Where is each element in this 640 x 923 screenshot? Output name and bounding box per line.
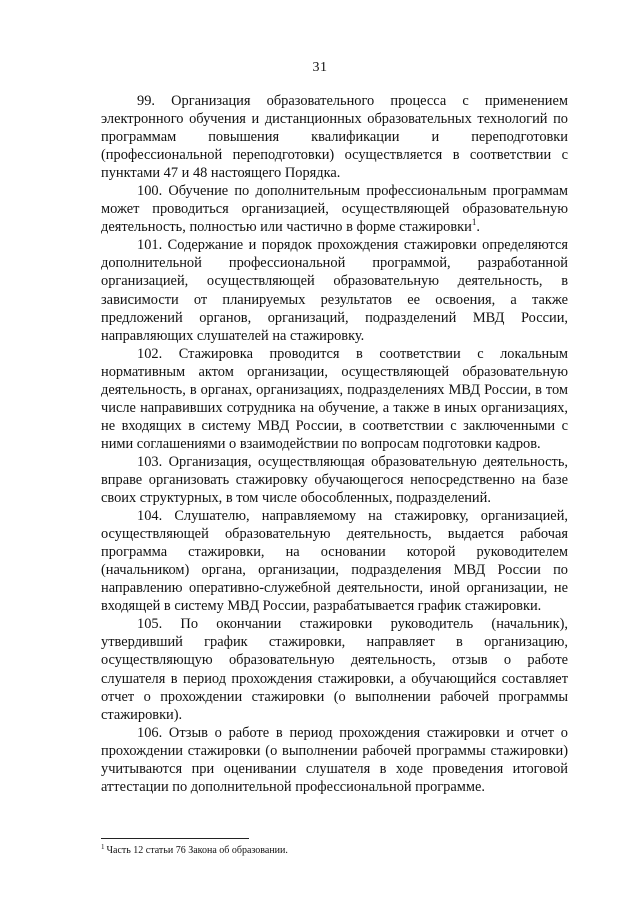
page-number: 31 <box>312 60 328 75</box>
document-body <box>101 92 568 796</box>
paragraph-99: 99. Организация образовательного процесса с применением электронного обучения и дистанционных образовательных технологий по программам повышения квалификации и переподготовки (профессиональной переподготовки) осуществляется в соответствии с пунктами 47 и 48 настоящего Порядка. <box>101 93 568 182</box>
paragraph-100-text: 100. Обучение по дополнительным профессиональным программам может проводиться организацией, осуществляющей образовательную деятельность, полностью или частично в форме стажировки <box>101 183 568 236</box>
paragraph-105: 105. По окончании стажировки руководитель (начальник), утвердивший график стажировки, направляет в организацию, осуществляющую образовательную деятельность, отзыв о работе слушателя в период прохождения стажировки, а обучающийся составляет отчет о прохождении стажировки (о выполнении рабочей программы стажировки). <box>101 616 568 723</box>
paragraph-106: 106. Отзыв о работе в период прохождения стажировки и отчет о прохождении стажировки (о выполнении рабочей программы стажировки) учитываются при оценивании слушателя в ходе проведения итоговой аттестации по дополнительной профессиональной программе. <box>101 724 568 795</box>
paragraph-100 <box>101 182 568 236</box>
paragraph-101: 101. Содержание и порядок прохождения стажировки определяются дополнительной профессиональной программой, разработанной организацией, осуществляющей образовательную деятельность, в зависимости от планируемых результатов ее освоения, а также предложений органов, организаций, подразделений МВД России, направляющих слушателей на стажировку. <box>101 237 568 344</box>
footnote-reference: 1 <box>471 217 477 228</box>
footnote-divider <box>101 838 249 839</box>
paragraph-100-suffix: . <box>476 219 480 236</box>
paragraph-104: 104. Слушателю, направляемому на стажировку, организацией, осуществляющей образовательную деятельность, выдается рабочая программа стажировки, на основании которой руководителем (начальником) органа, организации, подразделения МВД России по направлению оперативно-служебной деятельности, иной организации, не входящей в систему МВД России, разрабатывается график стажировки. <box>101 508 568 615</box>
paragraph-102: 102. Стажировка проводится в соответствии с локальным нормативным актом организации, осуществляющей образовательную деятельность, в органах, организациях, подразделениях МВД России, в том числе направивших сотрудника на обучение, а также в иных организациях, не входящих в систему МВД России, в соответствии с заключенными с ними соглашениями о взаимодействии по вопросам подготовки кадров. <box>101 345 568 452</box>
footnote-text: Часть 12 статьи 76 Закона об образовании. <box>106 845 288 856</box>
paragraph-103: 103. Организация, осуществляющая образовательную деятельность, вправе организовать стажировку обучающегося непосредственно на базе своих структурных, в том числе обособленных, подразделений. <box>101 453 568 507</box>
footnote <box>101 842 568 857</box>
footnote-marker: 1 <box>101 842 105 851</box>
